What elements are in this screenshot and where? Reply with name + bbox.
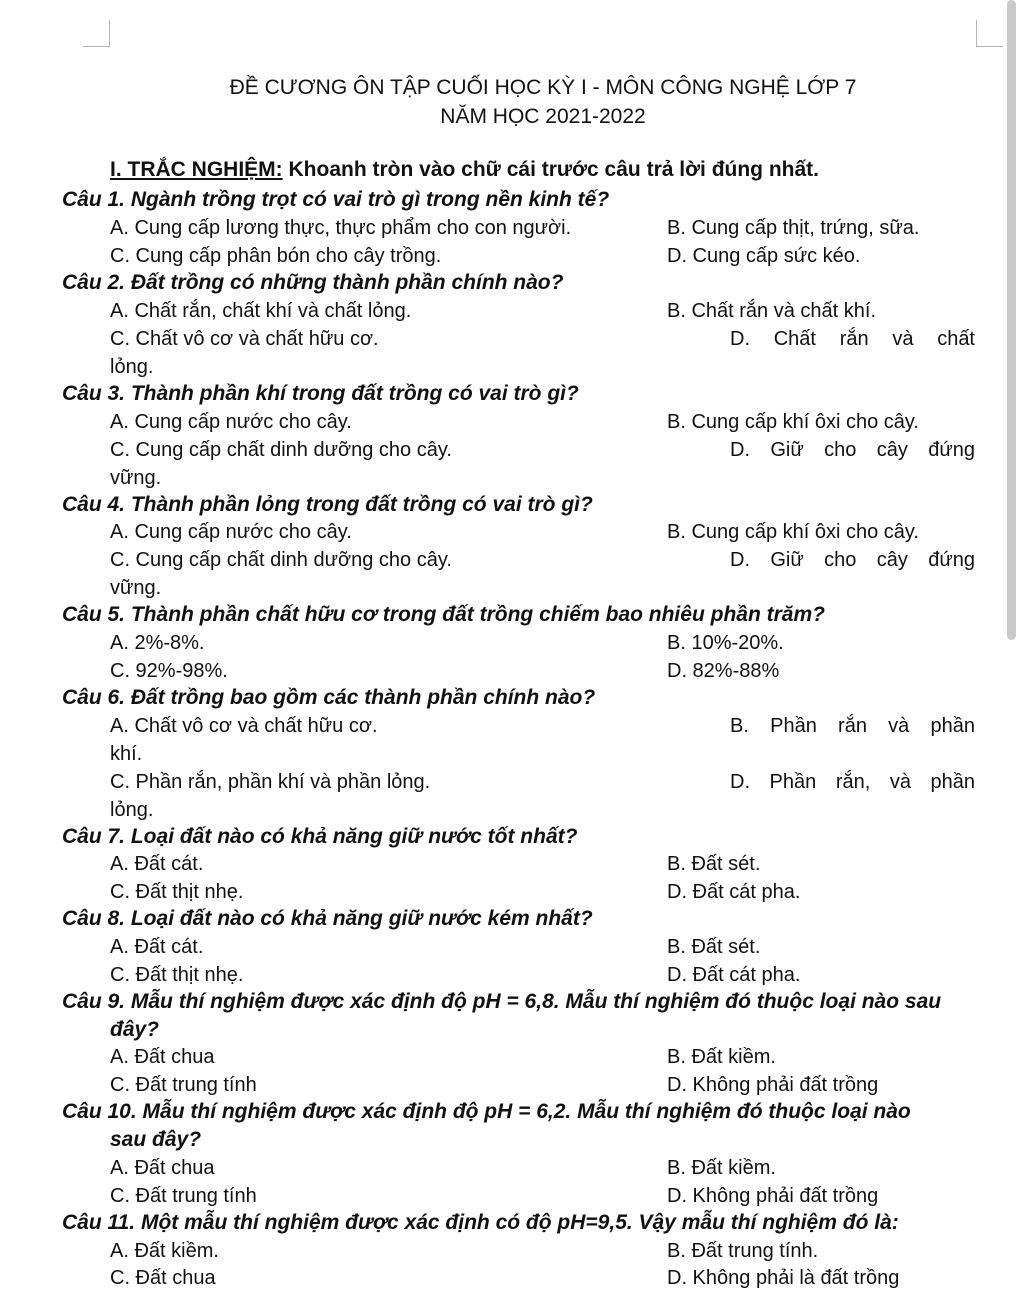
question-4: Câu 4. Thành phần lỏng trong đất trồng có vai trò gì? xyxy=(62,493,593,516)
q9-option-c[interactable]: C. Đất trung tính xyxy=(110,1074,257,1096)
q10-option-d[interactable]: D. Không phải đất trồng xyxy=(667,1185,879,1207)
q4-option-b[interactable]: B. Cung cấp khí ôxi cho cây. xyxy=(667,521,919,543)
question-10: Câu 10. Mẫu thí nghiệm được xác định độ pH = 6,2. Mẫu thí nghiệm đó thuộc loại nào xyxy=(62,1100,911,1123)
q10-option-c[interactable]: C. Đất trung tính xyxy=(110,1185,257,1207)
question-11: Câu 11. Một mẫu thí nghiệm được xác định có độ pH=9,5. Vậy mẫu thí nghiệm đó là: xyxy=(62,1211,899,1234)
q9-option-a[interactable]: A. Đất chua xyxy=(110,1046,215,1068)
question-9: Câu 9. Mẫu thí nghiệm được xác định độ pH = 6,8. Mẫu thí nghiệm đó thuộc loại nào sau xyxy=(62,990,942,1013)
q2-option-d-continued: lỏng. xyxy=(110,356,154,378)
q7-option-d[interactable]: D. Đất cát pha. xyxy=(667,881,801,903)
page-corner-mark-left xyxy=(83,20,110,47)
question-1: Câu 1. Ngành trồng trọt có vai trò gì trong nền kinh tế? xyxy=(62,188,610,211)
q4-option-d-continued: vững. xyxy=(110,577,162,599)
q2-option-d[interactable]: D. Chất rắn và chất xyxy=(730,328,975,350)
q5-option-d[interactable]: D. 82%-88% xyxy=(667,660,780,682)
q3-option-d[interactable]: D. Giữ cho cây đứng xyxy=(730,439,975,461)
q10-option-b[interactable]: B. Đất kiềm. xyxy=(667,1157,776,1179)
q5-option-c[interactable]: C. 92%-98%. xyxy=(110,660,228,682)
q1-option-d[interactable]: D. Cung cấp sức kéo. xyxy=(667,245,861,267)
q8-option-b[interactable]: B. Đất sét. xyxy=(667,936,761,958)
q3-option-c[interactable]: C. Cung cấp chất dinh dưỡng cho cây. xyxy=(110,439,452,461)
q3-option-a[interactable]: A. Cung cấp nước cho cây. xyxy=(110,411,352,433)
section-label: I. TRẮC NGHIỆM: xyxy=(110,158,283,181)
document-title: ĐỀ CƯƠNG ÔN TẬP CUỐI HỌC KỲ I - MÔN CÔNG NGHỆ LỚP 7 xyxy=(229,76,857,99)
question-7: Câu 7. Loại đất nào có khả năng giữ nước tốt nhất? xyxy=(62,825,578,848)
q8-option-d[interactable]: D. Đất cát pha. xyxy=(667,964,801,986)
question-2: Câu 2. Đất trồng có những thành phần chính nào? xyxy=(62,271,564,294)
section-instruction: Khoanh tròn vào chữ cái trước câu trả lời đúng nhất. xyxy=(288,158,819,181)
page-corner-mark-right xyxy=(976,20,1003,47)
document-subtitle: NĂM HỌC 2021-2022 xyxy=(440,105,646,128)
q7-option-c[interactable]: C. Đất thịt nhẹ. xyxy=(110,881,244,903)
q2-option-a[interactable]: A. Chất rắn, chất khí và chất lỏng. xyxy=(110,300,412,322)
question-3: Câu 3. Thành phần khí trong đất trồng có vai trò gì? xyxy=(62,382,579,405)
q11-option-a[interactable]: A. Đất kiềm. xyxy=(110,1240,219,1262)
q3-option-b[interactable]: B. Cung cấp khí ôxi cho cây. xyxy=(667,411,919,433)
q2-option-b[interactable]: B. Chất rắn và chất khí. xyxy=(667,300,876,322)
q7-option-b[interactable]: B. Đất sét. xyxy=(667,853,761,875)
section-heading xyxy=(110,158,819,182)
question-9-continued: đây? xyxy=(110,1018,160,1041)
q4-option-a[interactable]: A. Cung cấp nước cho cây. xyxy=(110,521,352,543)
q6-option-a[interactable]: A. Chất vô cơ và chất hữu cơ. xyxy=(110,715,378,737)
q6-option-d-continued: lỏng. xyxy=(110,799,154,821)
q8-option-a[interactable]: A. Đất cát. xyxy=(110,936,204,958)
q1-option-a[interactable]: A. Cung cấp lương thực, thực phẩm cho con người. xyxy=(110,217,572,239)
q6-option-d[interactable]: D. Phần rắn, và phần xyxy=(730,771,975,793)
q5-option-a[interactable]: A. 2%-8%. xyxy=(110,632,205,654)
q4-option-d[interactable]: D. Giữ cho cây đứng xyxy=(730,549,975,571)
question-5: Câu 5. Thành phần chất hữu cơ trong đất trồng chiếm bao nhiêu phần trăm? xyxy=(62,603,825,626)
q1-option-c[interactable]: C. Cung cấp phân bón cho cây trồng. xyxy=(110,245,442,267)
q11-option-c[interactable]: C. Đất chua xyxy=(110,1267,216,1289)
q10-option-a[interactable]: A. Đất chua xyxy=(110,1157,215,1179)
question-8: Câu 8. Loại đất nào có khả năng giữ nước kém nhất? xyxy=(62,907,593,930)
question-6: Câu 6. Đất trồng bao gồm các thành phần chính nào? xyxy=(62,686,596,709)
q11-option-b[interactable]: B. Đất trung tính. xyxy=(667,1240,819,1262)
q4-option-c[interactable]: C. Cung cấp chất dinh dưỡng cho cây. xyxy=(110,549,452,571)
q9-option-d[interactable]: D. Không phải đất trồng xyxy=(667,1074,879,1096)
q6-option-c[interactable]: C. Phần rắn, phần khí và phần lỏng. xyxy=(110,771,431,793)
q2-option-c[interactable]: C. Chất vô cơ và chất hữu cơ. xyxy=(110,328,379,350)
q7-option-a[interactable]: A. Đất cát. xyxy=(110,853,204,875)
q8-option-c[interactable]: C. Đất thịt nhẹ. xyxy=(110,964,244,986)
q3-option-d-continued: vững. xyxy=(110,467,162,489)
question-10-continued: sau đây? xyxy=(110,1128,202,1151)
q6-option-b-continued: khí. xyxy=(110,743,143,765)
q6-option-b[interactable]: B. Phần rắn và phần xyxy=(730,715,975,737)
q9-option-b[interactable]: B. Đất kiềm. xyxy=(667,1046,776,1068)
q1-option-b[interactable]: B. Cung cấp thịt, trứng, sữa. xyxy=(667,217,920,239)
q11-option-d[interactable]: D. Không phải là đất trồng xyxy=(667,1267,900,1289)
q5-option-b[interactable]: B. 10%-20%. xyxy=(667,632,784,654)
